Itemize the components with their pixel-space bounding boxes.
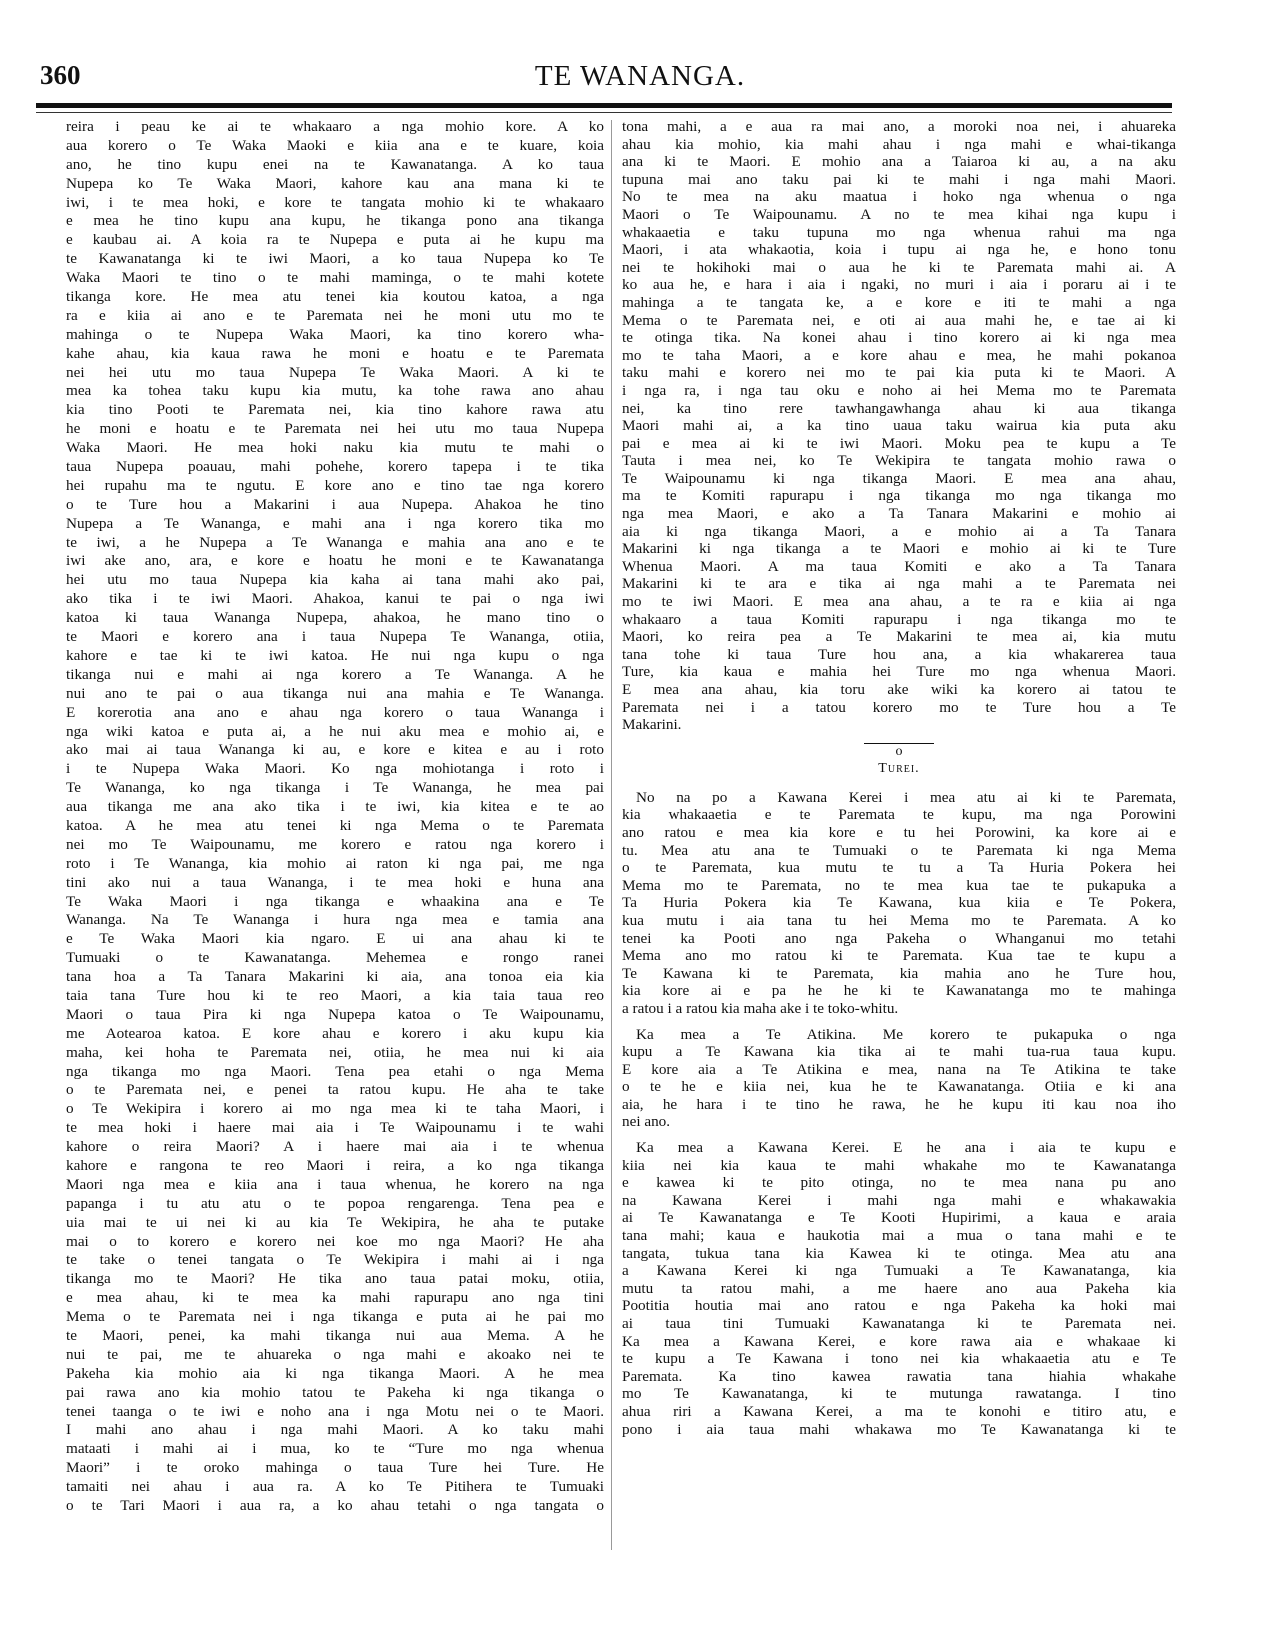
text-line: Mema o te Paremata nei, e oti ai aua mahi he, e tae ai ki xyxy=(622,311,1176,329)
text-line: Tauta i mea nei, ko Te Wekipira te tangata mohio rawa o xyxy=(622,452,1176,470)
text-line: Waka Maori te tino o te mahi maminga, o te mahi kotete xyxy=(66,269,604,287)
text-line: mutu ta ratou mahi, a me haere ano aua Pakeha kia xyxy=(622,1279,1176,1297)
text-line: E korerotia ana ano e ahau nga korero o taua Wananga i xyxy=(66,703,604,721)
text-line: katoa ki taua Wananga Nupepa, ahakoa, he mano tino o xyxy=(66,609,604,627)
text-line: tana hoa a Ta Tanara Makarini ki aia, ana tonoa eia kia xyxy=(66,968,604,986)
text-line: Makarini. xyxy=(622,716,682,734)
text-line: a Kawana Kerei ki nga Tumuaki a Te Kawanatanga, kia xyxy=(622,1262,1176,1280)
text-line: Ka mea a Kawana Kerei, e kore rawa aia e whakaae ki xyxy=(622,1332,1176,1350)
text-line: Mema ano mo ratou ki te Paremata. Kua tae te kupu a xyxy=(622,947,1176,965)
text-line: Ka mea a Kawana Kerei. E he ana i aia te kupu e xyxy=(636,1139,1176,1157)
text-line: tana tohe ki taua Ture hou ana, a kia whakarerea taua xyxy=(622,645,1176,663)
text-line: mataati i mahi ai i mua, ko te “Ture mo nga whenua xyxy=(66,1440,604,1458)
text-line: nei ano. xyxy=(622,1113,671,1131)
newspaper-title: TE WANANGA. xyxy=(534,60,746,92)
text-line: i te Nupepa Waka Maori. Ko nga mohiotanga i roto i xyxy=(66,760,604,778)
text-line: mo Te Kawanatanga, ki te mutunga rawatanga. I tino xyxy=(622,1385,1176,1403)
text-line: ana ki te Maori. E mohio ana a Taiaroa ki au, a na aku xyxy=(622,153,1176,171)
text-line: tenei ka Pooti ano nga Pakeha o Whanganui mo tetahi xyxy=(622,929,1176,947)
text-line: nei te hokihoki mai o aua he ki te Paremata mahi ai. A xyxy=(622,258,1176,276)
text-line: o te Paremata, kua mutu te tu a Ta Huria Pokera hei xyxy=(622,859,1176,877)
text-line: ai taua tini Tumuaki Kawanatanga ki te Paremata nei. xyxy=(622,1315,1176,1332)
text-line: Nupepa a Te Wananga, e mahi ana i nga korero tika mo xyxy=(66,514,604,532)
text-line: e mea he tino kupu ana kupu, he tikanga pono ana tikanga xyxy=(66,212,604,230)
text-line: mahinga o te Nupepa Waka Maori, ka tino korero wha- xyxy=(66,325,604,343)
text-line: a ratou i a ratou kia maha ake i te toko-whitu. xyxy=(622,999,899,1017)
text-line: nga tikanga mo nga Maori. Tena pea etahi o nga Mema xyxy=(66,1062,604,1080)
text-line: nga wiki katoa e puta ai, a he nui aku mea e mohio ai, e xyxy=(66,722,604,740)
text-line: papanga i tu atu atu o te popoa rengarenga. Tena pea e xyxy=(66,1194,604,1212)
text-line: te Kawanatanga ki te iwi Maori, a ko taua Nupepa ko Te xyxy=(66,250,604,268)
text-line: katoa. A he mea atu tenei ki nga Mema o te Paremata xyxy=(66,816,604,834)
text-line: whakaaro a taua Komiti rapurapu i nga tikanga mo te xyxy=(622,610,1176,628)
text-line: mo te taha Maori, a e kore ahau e mea, he mahi pokanoa xyxy=(622,346,1176,364)
text-line: e kaubau ai. A koia ra te Nupepa e puta ai he kupu ma xyxy=(66,231,604,249)
text-line: he moni e hoatu e te Paremata nei hei utu mo taua Nupepa xyxy=(66,420,604,438)
text-line: Whenua Maori. A ma taua Komiti e ako a Ta Tanara xyxy=(622,557,1176,575)
text-line: te kupu a Te Kawana i tono nei kia whakaaetia atu e Te xyxy=(622,1350,1176,1368)
text-line: tona mahi, a e aua ra mai ano, a moroki noa nei, i ahuareka xyxy=(622,118,1176,135)
text-line: Waka Maori. He mea hoki naku kia mutu te mahi o xyxy=(66,439,604,457)
text-line: uia mai te ui nei ki au kia Te Wekipira, he aha te putake xyxy=(66,1213,604,1231)
header-rule-thin xyxy=(36,112,1172,113)
text-line: pai e mea ai ki te iwi Maori. Moku pea te kupu a Te xyxy=(622,434,1176,452)
text-line: Maori o taua Pira ki nga Nupepa katoa o Te Waipounamu, xyxy=(66,1005,604,1023)
text-line: o te Paremata nei, e penei ta ratou kupu. He aha te take xyxy=(66,1081,604,1099)
text-line: e mea ahau, ki te mea ka mahi rapurapu ano nga tini xyxy=(66,1289,604,1307)
section-body xyxy=(622,789,1176,1438)
text-line: Te Wananga, ko nga tikanga i Te Wananga, he mea pai xyxy=(66,779,604,797)
text-line: Makarini ki te ara e tika ai nga mahi a te Paremata nei xyxy=(622,575,1176,593)
text-line: tini ako nui a taua Wananga, i te mea hoki e huna ana xyxy=(66,873,604,891)
text-line: kahe ahau, kia kaua rawa he moni e hoatu e te Paremata xyxy=(66,344,604,362)
text-line: kiia nei kia kaua te mahi whakahe mo te Kawanatanga xyxy=(622,1156,1176,1174)
text-line: ai Te Kawanatanga e Te Kooti Hupirimi, a kaua e araia xyxy=(622,1209,1176,1227)
text-line: te otinga tika. Na konei ahau i tino korero ai ki nga mea xyxy=(622,329,1176,347)
text-line: kahore o reira Maori? A i haere mai aia i te whenua xyxy=(66,1138,604,1156)
text-line: tikanga mo te Maori? He tika ano taua patai moku, otiia, xyxy=(66,1270,604,1288)
text-line: Te Waipounamu ki nga tikanga Maori. E mea ana ahau, xyxy=(622,469,1176,487)
right-column xyxy=(622,118,1176,1438)
text-line: whakaaetia e taku tupuna mo nga whenua rahui ma nga xyxy=(622,223,1176,241)
text-line: iwi, i te mea hoki, e kore te tangata mohio ki te whakaaro xyxy=(66,193,604,211)
text-line: Pootitia houtia mai ano ratou e nga Pakeha ka hoki mai xyxy=(622,1297,1176,1315)
text-line: mahinga a te tangata ke, a e kore e iti te mahi a nga xyxy=(622,293,1176,311)
text-line: o Te Wekipira i korero ai mo nga mea ki te taha Maori, i xyxy=(66,1100,604,1118)
text-line: hei rupahu ma te ngutu. E kore ano e tino tae nga korero xyxy=(66,476,604,494)
text-line: Te Kawana ki te Paremata, kia mahia ano he Ture hou, xyxy=(622,964,1176,982)
text-line: tenei taanga o te iwi e noho ana i nga Motu nei o te Maori. xyxy=(66,1402,604,1420)
text-line: tikanga nui e mahi ai nga korero a Te Wananga. A he xyxy=(66,665,604,683)
section-separator xyxy=(622,743,1176,761)
text-line: No te mea na aku maatua i hoko nga whenua o nga xyxy=(622,188,1176,206)
text-line: tikanga kore. He mea atu tenei kia koutou katoa, a nga xyxy=(66,288,604,306)
text-line: nei, ka tino rere tawhangawhanga ahau ki aua tikanga xyxy=(622,399,1176,417)
text-line: Pakeha kia mohio aia ki nga tikanga Maori. A he mea xyxy=(66,1364,604,1382)
text-line: te mea hoki i haere mai aia i Te Waipounamu i te wahi xyxy=(66,1119,604,1137)
text-line: pono i aia taua mahi whakawa mo Te Kawanatanga ki te xyxy=(622,1420,1176,1438)
text-line: E kore aia a Te Atikina e mea, nana na Te Atikina te take xyxy=(622,1060,1176,1078)
text-line: Nupepa ko Te Waka Maori, kahore kau ana mana ki te xyxy=(66,174,604,192)
text-line: Paremata nei i a tatou korero mo te Ture hou a Te xyxy=(622,698,1176,716)
text-line: mea ka tohea taku kupu kia mutu, ka tohe rawa ano ahau xyxy=(66,382,604,400)
text-line: i nga ra, i nga tau oku e noho ai hei Mema mo te Paremata xyxy=(622,381,1176,399)
text-line: taia tana Ture hou ki te reo Maori, a kia taia taua reo xyxy=(66,986,604,1004)
text-line: Tumuaki o te Kawanatanga. Mehemea e rongo ranei xyxy=(66,949,604,967)
text-line: Ta Huria Pokera kia Te Kawana, kua kiia e Te Pokera, xyxy=(622,894,1176,912)
text-line: Maori mahi ai, a ka tino uaua taku wairua kia puta aku xyxy=(622,417,1176,435)
column-divider xyxy=(611,120,612,1550)
text-line: ako mai ai taua Wananga ki au, e kore e kitea e au i roto xyxy=(66,741,604,759)
text-line: iwi ake ano, ara, e kore e hoatu he moni e te Kawanatanga xyxy=(66,552,604,570)
text-line: nga mea Maori, e ako a Ta Tanara Makarini e mohio ai xyxy=(622,505,1176,523)
page-number: 360 xyxy=(40,60,81,90)
text-line: tana mahi; kaua e haukotia mai a mua o tana mahi e te xyxy=(622,1227,1176,1245)
text-line: Maori o Te Waipounamu. A no te mea kihai nga kupu i xyxy=(622,205,1176,223)
text-line: ahua riri a Kawana Kerei, a ma te konohi e titiro atu, e xyxy=(622,1402,1176,1420)
text-line: aia ki nga tikanga Maori, a e mohio ai a Ta Tanara xyxy=(622,522,1176,540)
text-line: kia kore ai e pa he he ki te Kawanatanga mo te mahinga xyxy=(622,982,1176,1000)
text-line: Mema mo te Paremata, no te mea kua tae te pukapuka a xyxy=(622,876,1176,894)
header-rule-thick xyxy=(36,103,1172,108)
text-line: kahore e tae ki te iwi katoa. He nui nga kupu o nga xyxy=(66,646,604,664)
text-line: aia, he hara i te tino he rawa, he he kupu iti kau noa iho xyxy=(622,1095,1176,1113)
text-line: e kawea ki te pito otinga, no te mea nana pu ano xyxy=(622,1174,1176,1192)
text-line: mo te iwi Maori. E mea ana ahau, a te ra e kiia ai nga xyxy=(622,593,1176,611)
text-line: Ka mea a Te Atikina. Me korero te pukapuka o nga xyxy=(636,1025,1176,1043)
text-line: nei hei utu mo taua Nupepa Te Waka Maori. A ki te xyxy=(66,363,604,381)
text-line: taku mahi e korero nei mo te pai kia puta ki te Maori. A xyxy=(622,364,1176,382)
text-line: ano ratou e mea kia kore e tu hei Porowini, ka kore ai e xyxy=(622,823,1176,841)
text-line: Mema o te Paremata nei i nga tikanga e puta ai he pai mo xyxy=(66,1308,604,1326)
text-line: o te Ture hou a Makarini i aua Nupepa. Ahakoa he tino xyxy=(66,495,604,513)
left-column xyxy=(66,118,604,1516)
paragraph xyxy=(622,1026,1176,1132)
text-line: Wananga. Na Te Wananga i hura nga mea e tamia ana xyxy=(66,911,604,929)
text-line: ano, he tino kupu enei na te Kawanatanga. A ko taua xyxy=(66,155,604,173)
text-line: aua korero o Te Waka Maoki e kiia ana e te kuare, koia xyxy=(66,136,604,154)
text-line: Maori nga mea e kiia ana i taua whenua, he korero na nga xyxy=(66,1175,604,1193)
text-line: No na po a Kawana Kerei i mea atu ai ki te Paremata, xyxy=(636,788,1176,806)
text-line: ra e kiia ai ano e te Paremata nei he moni utu mo te xyxy=(66,306,604,324)
text-line: tamaiti nei ahau i aua ra. A ko Te Pitihera te Tumuaki xyxy=(66,1478,604,1496)
text-line: taua Nupepa poauau, mahi pohehe, korero tapepa i te tika xyxy=(66,458,604,476)
text-line: Te Waka Maori i nga tikanga e whaakina ana e Te xyxy=(66,892,604,910)
text-line: ako tika i te iwi Maori. Ahakoa, kanui te pai o nga iwi xyxy=(66,590,604,608)
text-line: roto i Te Wananga, kia mohio ai raton ki nga pai, me nga xyxy=(66,854,604,872)
text-line: E mea ana ahau, kia toru ake wiki ka korero ai tatou te xyxy=(622,681,1176,698)
text-line: te take o tenei tangata o Te Wekipira i mahi ai i nga xyxy=(66,1251,604,1269)
text-line: mai o to korero e korero nei koe mo nga Maori? He aha xyxy=(66,1232,604,1250)
text-line: na Kawana Kerei i mahi nga mahi e whakawakia xyxy=(622,1191,1176,1209)
text-line: te iwi, a he Nupepa a Te Wananga e mahia ana ano e te xyxy=(66,533,604,551)
text-line: ma te Komiti rapurapu i nga tikanga mo nga tikanga mo xyxy=(622,487,1176,505)
text-line: nei mo Te Waipounamu, me korero e ratou nga korero i xyxy=(66,835,604,853)
text-line: reira i peau ke ai te whakaaro a nga mohio kore. A ko xyxy=(66,118,604,135)
text-line: nui te pai, me te ahuareka o nga mahi e akoako nei te xyxy=(66,1345,604,1363)
separator-mark: o xyxy=(864,743,934,760)
text-line: Paremata. Ka tino kawea rawatia tana hiahia whakahe xyxy=(622,1367,1176,1385)
section-heading: Turei. xyxy=(878,760,920,776)
text-line: o te Tari Maori i aua ra, a ko ahau tetahi o nga tangata o xyxy=(66,1497,604,1515)
text-line: kupu a Te Kawana kia tika ai te mahi tua-rua taua kupu. xyxy=(622,1043,1176,1061)
text-line: kahore e rangona te reo Maori i reira, a ko nga tikanga xyxy=(66,1156,604,1174)
text-line: o te he e kiia nei, kua he te Kawanatanga. Otiia e ki ana xyxy=(622,1078,1176,1096)
text-line: kia whakaaetia e te Paremata te kupu, ma nga Porowini xyxy=(622,806,1176,824)
text-line: Makarini ki nga tikanga a te Maori e mohio ai ki te Ture xyxy=(622,540,1176,558)
text-line: I mahi ano ahau i nga mahi Maori. A ko taku mahi xyxy=(66,1421,604,1439)
text-line: me Aotearoa katoa. E kore ahau e korero i aku kupu kia xyxy=(66,1024,604,1042)
text-line: te Maori e korero ana i taua Nupepa Te Wananga, otiia, xyxy=(66,628,604,646)
text-line: hei utu mo taua Nupepa kia kaha ai tana mahi ako pai, xyxy=(66,571,604,589)
text-line: Maori” i te oroko mahinga o taua Ture hei Ture. He xyxy=(66,1459,604,1477)
paragraph xyxy=(622,789,1176,1018)
text-line: kia tino Pooti te Paremata nei, kia tino kahore rawa atu xyxy=(66,401,604,419)
text-line: ko aua he, e hara i aia i ngaki, no muri i aia i poraru ai i te xyxy=(622,276,1176,294)
paragraph xyxy=(622,1139,1176,1438)
text-line: pai rawa ano kia mohio tatou te Pakeha ki nga tikanga o xyxy=(66,1383,604,1401)
text-line: nui ano te pai o aua tikanga nui ana mahia e Te Wananga. xyxy=(66,684,604,702)
text-line: tupuna mai ano taku pai ki te mahi i nga mahi Maori. xyxy=(622,170,1176,188)
text-line: e Te Waka Maori kia ngaro. E ui ana ahau ki te xyxy=(66,930,604,948)
text-line: aua tikanga me ana ako tika i te iwi, kia kitea e te ao xyxy=(66,798,604,816)
text-line: tangata, tukua tana kia Kawea ki te otinga. Mea atu ana xyxy=(622,1244,1176,1262)
text-line: tu. Mea atu ana te Tumuaki o te Paremata ki nga Mema xyxy=(622,841,1176,859)
right-column-continued-text xyxy=(622,118,1176,734)
text-line: te Maori, penei, ka mahi tikanga nui aua Mema. A he xyxy=(66,1327,604,1344)
text-line: Maori, ko reira pea a Te Makarini te mea ai, kia mutu xyxy=(622,628,1176,646)
text-line: ahau kia mohio, kia mahi ahau i nga mahi e whai-tikanga xyxy=(622,135,1176,153)
text-line: Ture, kia kaua e mahia hei Ture mo nga whenua Maori. xyxy=(622,663,1176,681)
text-line: Maori, i ata whakaotia, koia i tupu ai nga he, e hono tonu xyxy=(622,241,1176,259)
text-line: kua mutu i aia tana tu hei Mema mo te Paremata. A ko xyxy=(622,911,1176,929)
text-line: maha, kei hoha te Paremata nei, otiia, he mea nui ki aia xyxy=(66,1043,604,1061)
